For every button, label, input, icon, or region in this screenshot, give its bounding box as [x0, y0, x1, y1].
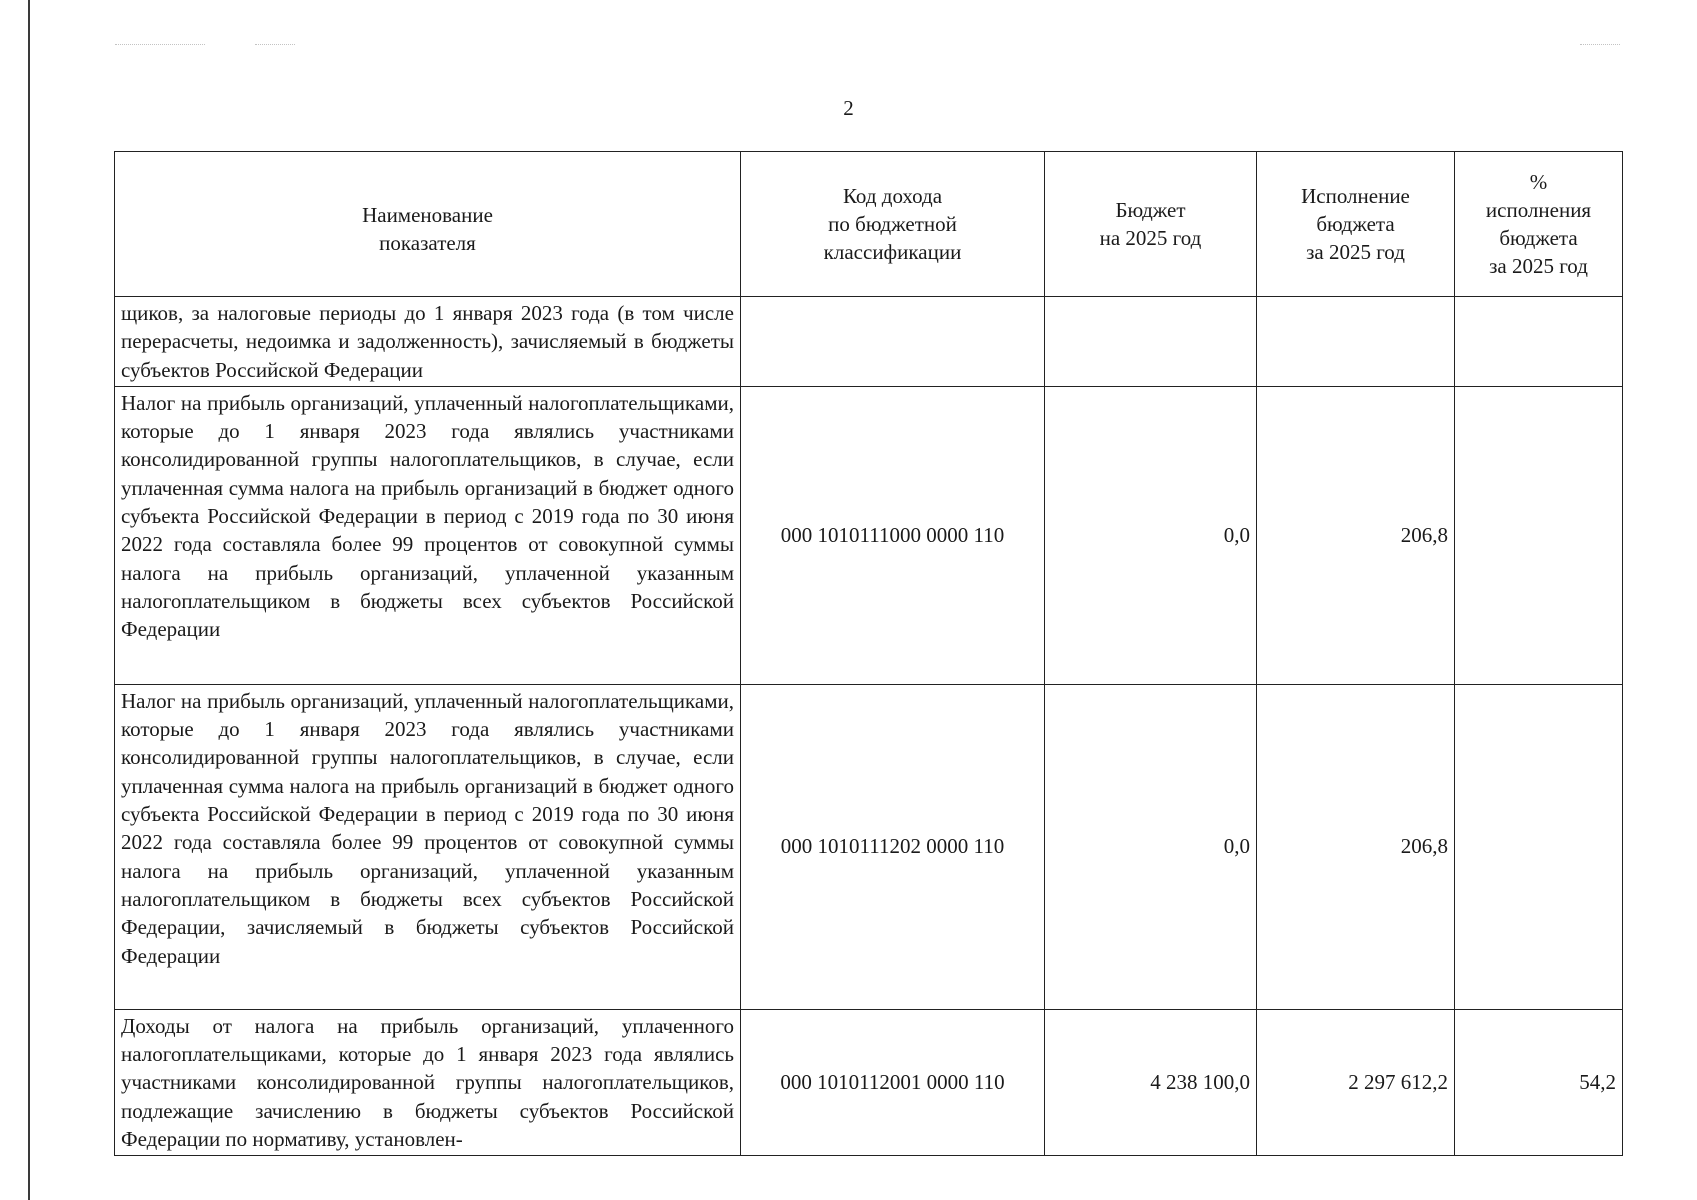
row-percent [1455, 684, 1623, 1009]
header-line: на 2025 год [1099, 226, 1202, 250]
header-line: исполнения [1485, 198, 1592, 222]
row-name: Доходы от налога на прибыль организаций, уплаченного налогоплательщиками, которые до 1 января 2023 года являлись участниками консолидированной группы налогоплательщиков, подлежащие зачислению в бюджеты субъектов Российской Федерации по нормативу, установлен- [115, 1009, 741, 1155]
header-execution [1257, 152, 1455, 297]
row-budget: 0,0 [1045, 386, 1257, 684]
row-percent: 54,2 [1455, 1009, 1623, 1155]
row-execution: 206,8 [1257, 684, 1455, 1009]
header-line: бюджета [1499, 226, 1578, 250]
row-name: щиков, за налоговые периоды до 1 января 2023 года (в том числе перерасчеты, недоимка и задолженность), зачисляемый в бюджеты субъектов Российской Федерации [115, 297, 741, 387]
header-line: по бюджетной [828, 212, 957, 236]
header-line: Исполнение [1301, 184, 1410, 208]
header-line: % [1529, 170, 1548, 194]
header-line: Наименование [362, 203, 493, 227]
table-row [115, 684, 1623, 1009]
row-execution [1257, 297, 1455, 387]
row-code: 000 1010111000 0000 110 [741, 386, 1045, 684]
row-budget [1045, 297, 1257, 387]
row-percent [1455, 386, 1623, 684]
scan-artifact [115, 44, 205, 51]
header-line: показателя [379, 231, 476, 255]
header-line: за 2025 год [1489, 254, 1588, 278]
row-percent [1455, 297, 1623, 387]
page-number: 2 [843, 96, 854, 120]
row-name: Налог на прибыль организаций, уплаченный налогоплательщиками, которые до 1 января 2023 года являлись участниками консолидированной группы налогоплательщиков, в случае, если уплаченная сумма налога на прибыль организаций в бюджет одного субъекта Российской Федерации в период с 2019 года по 30 июня 2022 года составляла более 99 процентов от совокупной суммы налога на прибыль организаций, уплаченной указанным налогоплательщиком в бюджеты всех субъектов Российской Федерации [115, 386, 741, 684]
header-name [115, 152, 741, 297]
row-execution: 2 297 612,2 [1257, 1009, 1455, 1155]
header-code [741, 152, 1045, 297]
scan-artifact [1580, 44, 1620, 51]
header-line: за 2025 год [1306, 240, 1405, 264]
table-row [115, 297, 1623, 387]
table-row [115, 1009, 1623, 1155]
row-name: Налог на прибыль организаций, уплаченный налогоплательщиками, которые до 1 января 2023 года являлись участниками консолидированной группы налогоплательщиков, в случае, если уплаченная сумма налога на прибыль организаций в бюджет одного субъекта Российской Федерации в период с 2019 года по 30 июня 2022 года составляла более 99 процентов от совокупной суммы налога на прибыль организаций, уплаченной указанным налогоплательщиком в бюджеты всех субъектов Российской Федерации, зачисляемый в бюджеты субъектов Российской Федерации [115, 684, 741, 1009]
row-budget: 0,0 [1045, 684, 1257, 1009]
scan-margin-line [28, 0, 30, 1200]
row-execution: 206,8 [1257, 386, 1455, 684]
row-code: 000 1010112001 0000 110 [741, 1009, 1045, 1155]
table-row [115, 386, 1623, 684]
header-budget [1045, 152, 1257, 297]
row-code: 000 1010111202 0000 110 [741, 684, 1045, 1009]
budget-table [114, 151, 1623, 1156]
header-line: классификации [823, 240, 962, 264]
table-header-row [115, 152, 1623, 297]
header-line: Бюджет [1115, 198, 1186, 222]
header-line: Код дохода [842, 184, 943, 208]
scan-artifact [255, 44, 295, 51]
row-budget: 4 238 100,0 [1045, 1009, 1257, 1155]
header-line: бюджета [1316, 212, 1395, 236]
header-percent [1455, 152, 1623, 297]
row-code [741, 297, 1045, 387]
